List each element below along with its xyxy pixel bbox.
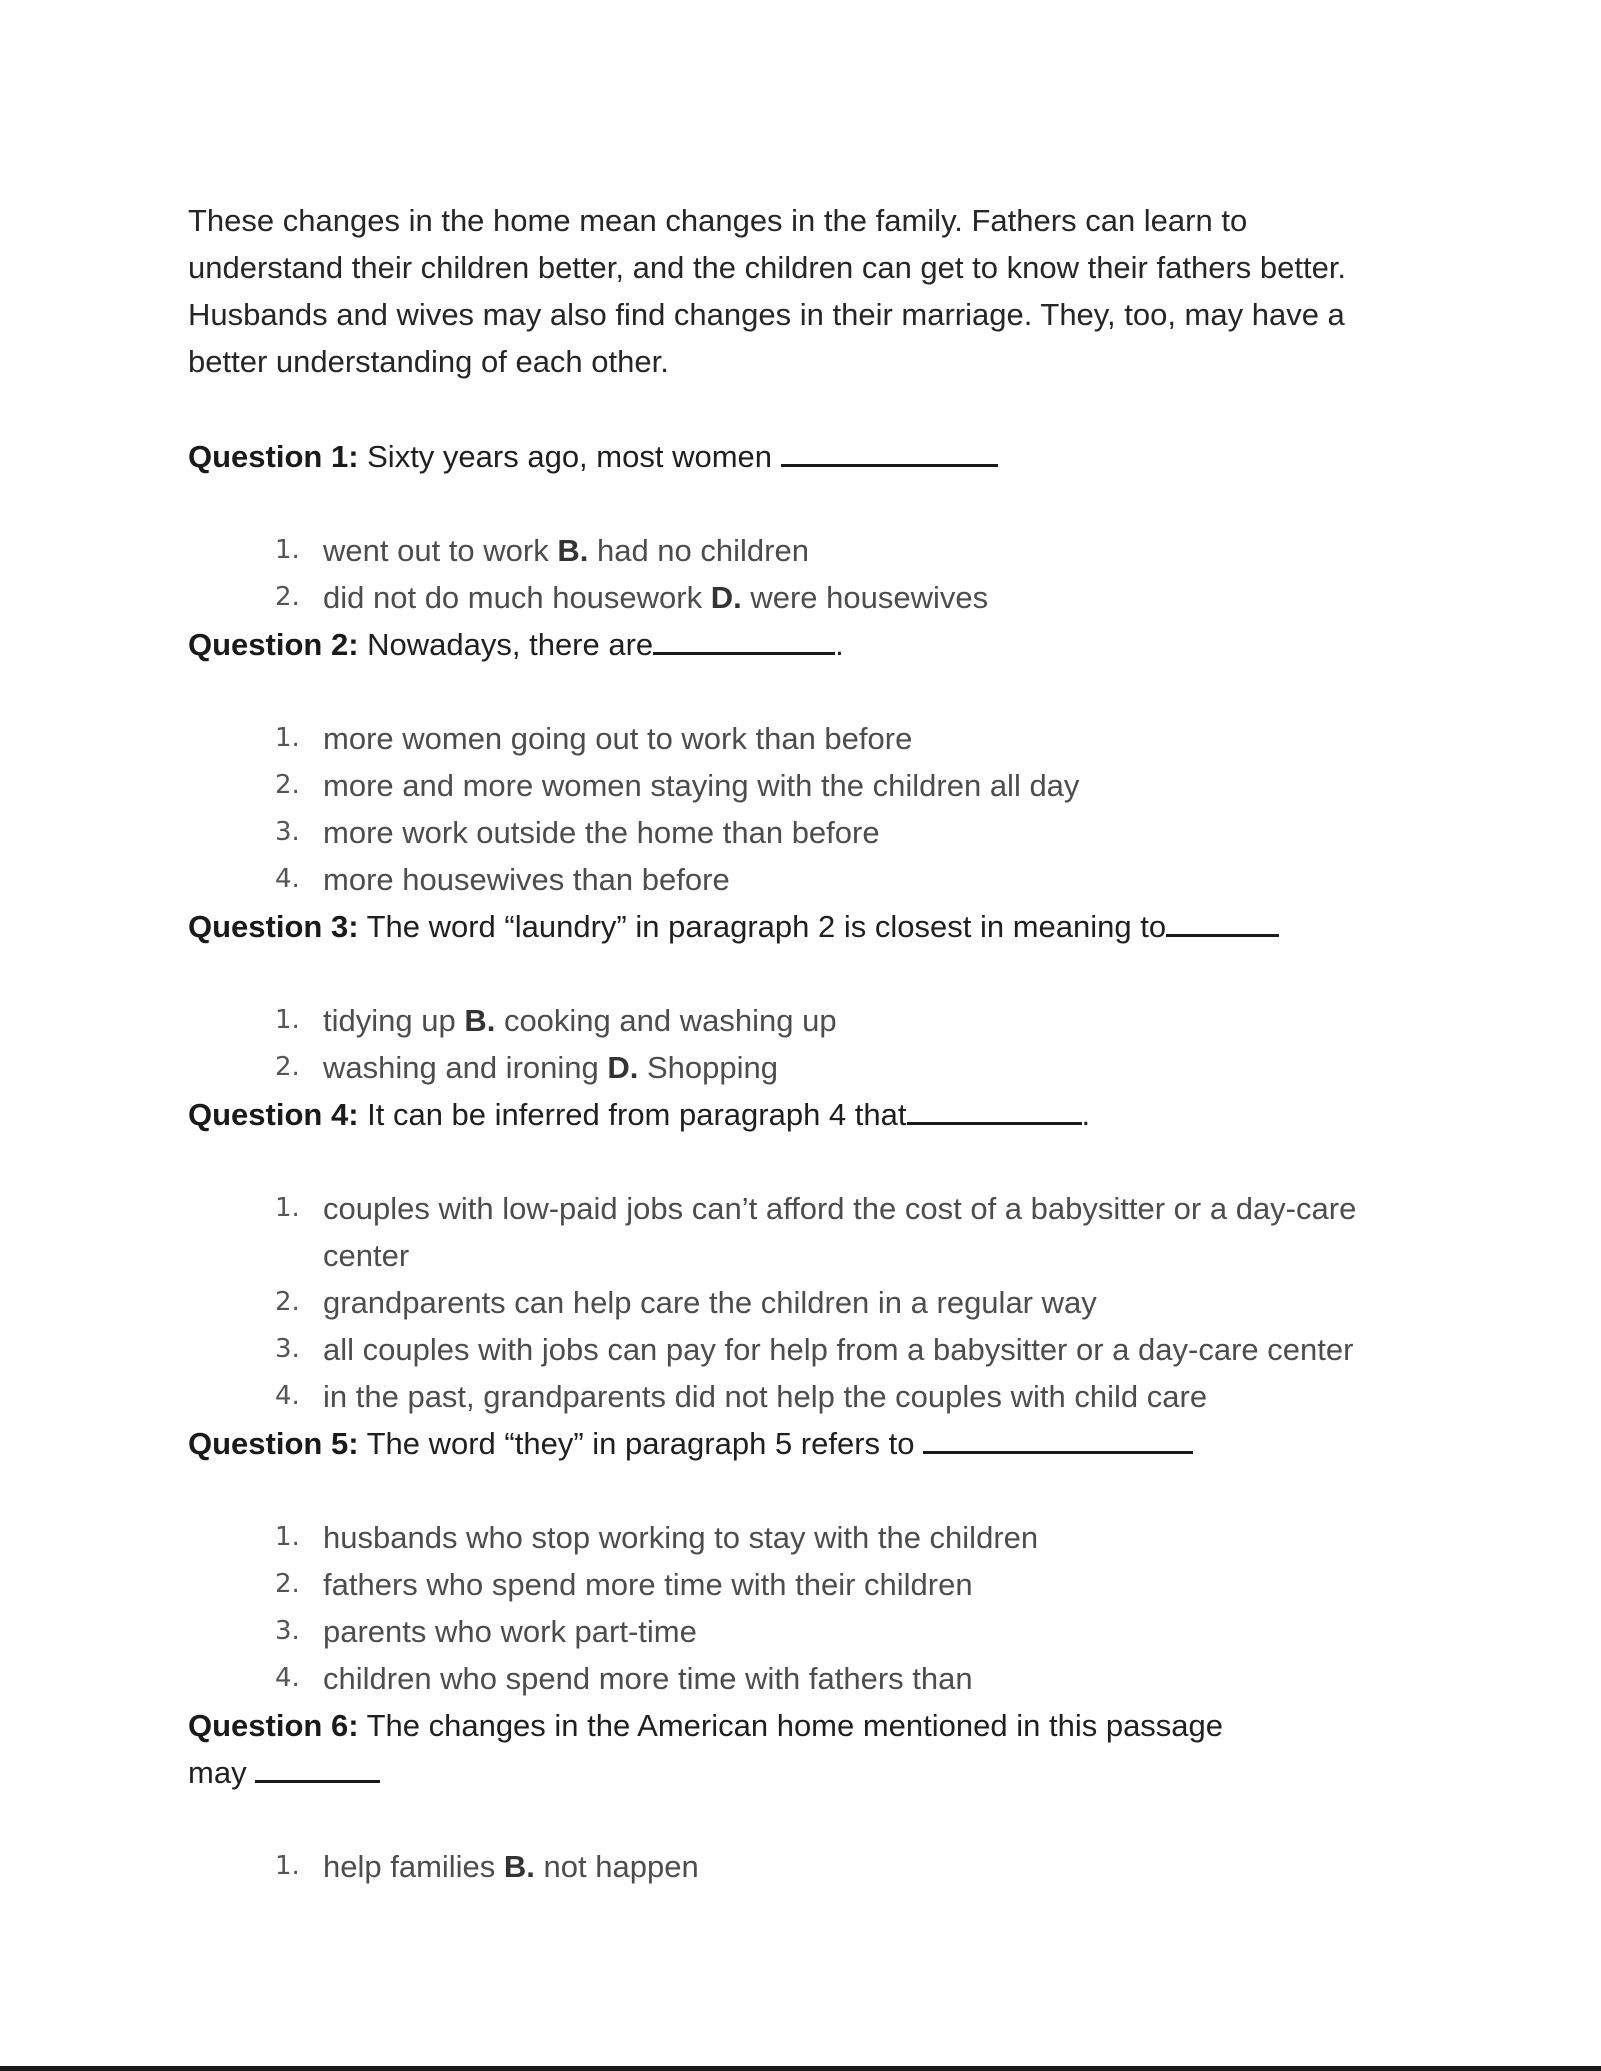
question-label: Question 3: [188,909,359,944]
intro-line: better understanding of each other. [188,344,669,379]
question-stem: The word “laundry” in paragraph 2 is closest in meaning to [358,909,1167,944]
question-label: Question 2: [188,627,359,662]
question-stem: It can be inferred from paragraph 4 that [358,1097,907,1132]
option-item: 3. all couples with jobs can pay for help from a babysitter or a day-care center [188,1326,1418,1373]
answer-blank [1166,906,1279,937]
option-item: 4. children who spend more time with fathers than [188,1655,1418,1702]
question-label: Question 4: [188,1097,359,1132]
question-4-options [188,1185,1418,1420]
intro-line: Husbands and wives may also find changes in their marriage. They, too, may have a [188,297,1345,332]
option-number: 1. [275,1193,300,1223]
intro-line: These changes in the home mean changes in the family. Fathers can learn to [188,203,1248,238]
option-item: 3. parents who work part-time [188,1608,1418,1655]
question-1 [188,433,1418,480]
option-number: 4. [275,1663,300,1693]
question-label: Question 6: [188,1708,359,1743]
question-3-options [188,997,1418,1091]
option-item: 1. more women going out to work than before [188,715,1418,762]
question-3 [188,903,1418,950]
question-4: Question 4: It can be inferred from paragraph 4 that . [188,1091,1418,1138]
option-number: 4. [275,1381,300,1411]
option-number: 2. [275,1569,300,1599]
question-stem: Sixty years ago, most women [358,439,781,474]
option-item: 2. did not do much housework D. were housewives [188,574,1418,621]
answer-blank [255,1752,380,1783]
question-5 [188,1420,1418,1467]
option-number: 1. [275,1851,300,1881]
option-number: 3. [275,1334,300,1364]
option-number: 2. [275,770,300,800]
option-number: 1. [275,723,300,753]
option-item: 2. washing and ironing D. Shopping [188,1044,1418,1091]
document-page [188,197,1418,1890]
option-number: 1. [275,535,300,565]
question-2-options [188,715,1418,903]
option-item: 1. help families B. not happen [188,1843,1418,1890]
option-item: 2. grandparents can help care the children in a regular way [188,1279,1418,1326]
question-6-options [188,1843,1418,1890]
option-item: 1. couples with low-paid jobs can’t afford the cost of a babysitter or a day-care center [188,1185,1418,1279]
option-item: 1. tidying up B. cooking and washing up [188,997,1418,1044]
option-number: 2. [275,582,300,612]
intro-paragraph [188,197,1418,385]
question-2: Question 2: Nowadays, there are . [188,621,1418,668]
option-item: 2. fathers who spend more time with their children [188,1561,1418,1608]
page-bottom-rule [0,2066,1601,2071]
option-number: 3. [275,817,300,847]
option-item: 4. in the past, grandparents did not help the couples with child care [188,1373,1418,1420]
option-number: 3. [275,1616,300,1646]
question-stem: The word “they” in paragraph 5 refers to [358,1426,924,1461]
option-number: 2. [275,1052,300,1082]
question-5-options [188,1514,1418,1702]
option-item: 3. more work outside the home than before [188,809,1418,856]
option-number: 1. [275,1522,300,1552]
answer-blank [923,1423,1193,1454]
question-stem: Nowadays, there are [358,627,654,662]
question-label: Question 5: [188,1426,359,1461]
intro-line: understand their children better, and the children can get to know their fathers better. [188,250,1347,285]
option-number: 4. [275,864,300,894]
option-number: 1. [275,1005,300,1035]
question-label: Question 1: [188,439,359,474]
question-stem-continued: may [188,1755,256,1790]
option-item: 1. husbands who stop working to stay with the children [188,1514,1418,1561]
option-number: 2. [275,1287,300,1317]
question-stem: The changes in the American home mentioned in this passage [358,1708,1224,1743]
option-item: 4. more housewives than before [188,856,1418,903]
question-1-options [188,527,1418,621]
question-6 [188,1702,1418,1796]
answer-blank [653,624,835,655]
option-item: 2. more and more women staying with the children all day [188,762,1418,809]
answer-blank [781,436,998,467]
answer-blank [907,1094,1082,1125]
option-item: 1. went out to work B. had no children [188,527,1418,574]
